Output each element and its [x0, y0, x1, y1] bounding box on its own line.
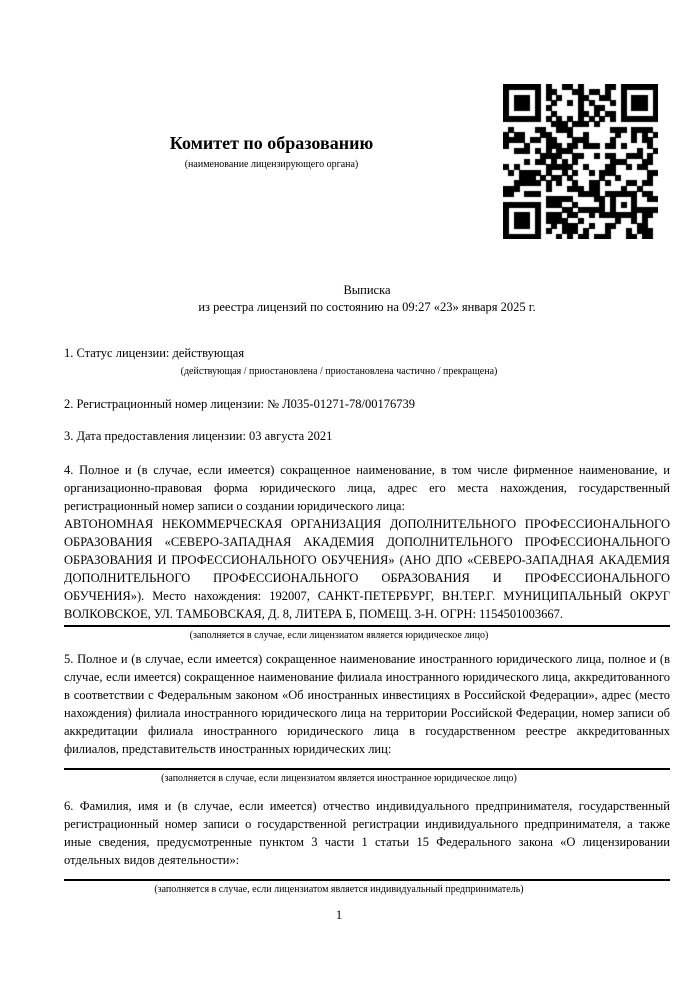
document-header — [64, 84, 670, 239]
field-legal-entity — [64, 461, 670, 642]
field-individual-entrepreneur-text: 6. Фамилия, имя и (в случае, если имеется) отчество индивидуального предпринимателя, государственный регистрационный номер записи о государственной регистрации индивидуального предпринимателя, а также иные сведения, предусмотренные пунктом 3 части 1 статьи 15 Федерального закона «О лицензировании отдельных видов деятельности»: — [64, 799, 670, 867]
page-number: 1 — [335, 908, 343, 922]
document-title — [64, 282, 670, 315]
field-individual-entrepreneur-caption: (заполняется в случае, если лицензиатом является индивидуальный предприниматель) — [154, 884, 524, 895]
divider-line — [64, 768, 670, 770]
document-title-line1: Выписка — [343, 283, 391, 297]
qr-code-icon — [503, 84, 658, 239]
document-title-line2: из реестра лицензий по состоянию на 09:27 «23» января 2025 г. — [198, 299, 536, 314]
field-legal-entity-value: АВТОНОМНАЯ НЕКОММЕРЧЕСКАЯ ОРГАНИЗАЦИЯ ДОПОЛНИТЕЛЬНОГО ПРОФЕССИОНАЛЬНОГО ОБРАЗОВАНИЯ «СЕВЕРО-ЗАПАДНАЯ АКАДЕМИЯ ДОПОЛНИТЕЛЬНОГО ПРОФЕССИОНАЛЬНОГО ОБРАЗОВАНИЯ И ПРОФЕССИОНАЛЬНОГО ОБУЧЕНИЯ» (АНО ДПО «СЕВЕРО-ЗАПАДНАЯ АКАДЕМИЯ ДОПОЛНИТЕЛЬНОГО ПРОФЕССИОНАЛЬНОГО ОБРАЗОВАНИЯ И ПРОФЕССИОНАЛЬНОГО ОБУЧЕНИЯ»). Место нахождения: 192007, САНКТ-ПЕТЕРБУРГ, ВН.ТЕР.Г. МУНИЦИПАЛЬНЫЙ ОКРУГ ВОЛКОВСКОЕ, УЛ. ТАМБОВСКАЯ, Д. 8, ЛИТЕРА Б, ПОМЕЩ. 3-Н. ОГРН: 1154501003667. — [64, 517, 670, 621]
field-legal-entity-text: 4. Полное и (в случае, если имеется) сокращенное наименование, в том числе фирменное наименование, и организационно-правовая форма юридического лица, адрес его места нахождения, государственный регистрационный номер записи о создании юридического лица: — [64, 463, 670, 513]
field-foreign-entity-text: 5. Полное и (в случае, если имеется) сокращенное наименование иностранного юридического лица, полное и (в случае, если имеется) сокращенное наименование филиала иностранного юридического лица, аккредитованного в соответствии с Федеральным законом «Об иностранных инвестициях в Российской Федерации», адрес (место нахождения) филиала иностранного юридического лица на территории Российской Федерации, номер записи об аккредитации филиала иностранного юридического лица в государственном реестре аккредитованных филиалов, представительств иностранных юридических лиц: — [64, 652, 670, 756]
divider-line — [64, 879, 670, 881]
field-legal-entity-caption: (заполняется в случае, если лицензиатом является юридическое лицо) — [189, 630, 489, 641]
field-foreign-entity-caption: (заполняется в случае, если лицензиатом является иностранное юридическое лицо) — [161, 773, 517, 784]
field-foreign-entity — [64, 650, 670, 785]
field-license-status — [64, 344, 670, 378]
field-registration-number: 2. Регистрационный номер лицензии: № Л035-01271-78/00176739 — [64, 397, 415, 411]
field-license-status-caption: (действующая / приостановлена / приостановлена частично / прекращена) — [180, 366, 498, 377]
field-license-status-text: 1. Статус лицензии: действующая — [64, 346, 245, 360]
licensing-authority-name: Комитет по образованию — [169, 133, 374, 153]
licensing-authority-caption: (наименование лицензирующего органа) — [184, 159, 359, 170]
field-grant-date: 3. Дата предоставления лицензии: 03 августа 2021 — [64, 429, 333, 443]
field-individual-entrepreneur — [64, 797, 670, 896]
licensing-authority-block — [64, 84, 503, 171]
divider-line — [64, 625, 670, 627]
